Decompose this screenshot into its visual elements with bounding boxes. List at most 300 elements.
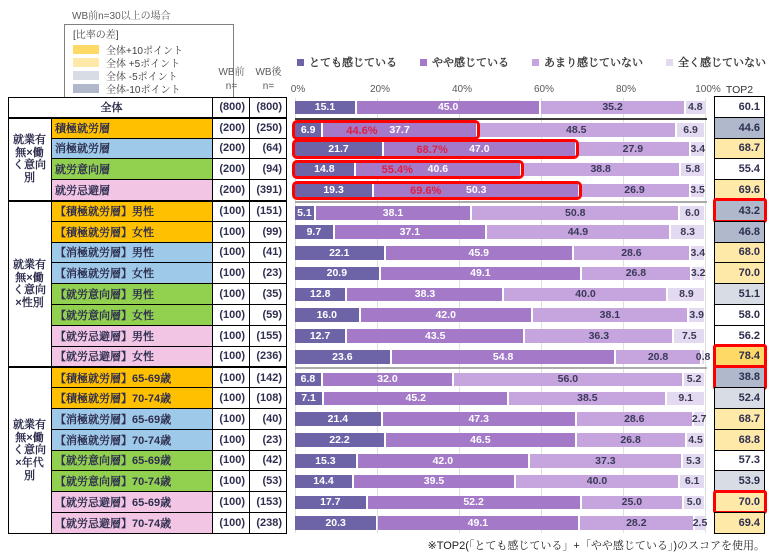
bar-value-label: 22.1 <box>329 246 350 259</box>
bar-row <box>295 97 707 118</box>
bar-segment <box>316 206 470 220</box>
column-header-wb-pre: WB前 n= <box>218 67 245 92</box>
bar-value-label: 44.9 <box>567 225 589 238</box>
bar-value-label: 5.2 <box>686 373 702 386</box>
n-pre-cell: (100) <box>213 513 250 534</box>
series-legend-label: とても感じている <box>309 57 397 69</box>
bar-value-label: 6.9 <box>300 123 316 136</box>
bar-value-label: 38.5 <box>577 392 598 405</box>
bar-segment <box>504 288 666 302</box>
stacked-bar <box>295 516 708 530</box>
top2-cell <box>714 96 765 118</box>
n-pre-cell: (100) <box>213 409 250 430</box>
bar-value-label: 8.3 <box>680 225 696 238</box>
bar-segment <box>358 454 528 468</box>
stacked-bar <box>295 308 704 322</box>
category-cell: 【就労忌避層】男性 <box>52 326 213 347</box>
bar-segment <box>295 206 314 220</box>
top2-cell <box>714 491 765 513</box>
series-swatch <box>420 59 427 66</box>
bar-value-label: 6.9 <box>683 123 698 136</box>
top2-value: 43.2 <box>738 204 760 217</box>
top2-cell <box>714 366 765 388</box>
n-pre-cell: (800) <box>213 97 250 118</box>
top2-cell <box>714 158 765 180</box>
bar-segment <box>684 496 704 510</box>
axis-tick-label: 0% <box>290 84 306 95</box>
bar-value-label: 45.0 <box>437 101 459 113</box>
n-pre-cell: (100) <box>213 305 250 326</box>
top2-value: 68.8 <box>738 433 760 446</box>
bar-value-label: 39.5 <box>423 475 445 488</box>
category-cell: 就労意向層 <box>52 159 213 180</box>
category-cell: 【就労意向層】男性 <box>52 284 213 305</box>
top2-cell <box>714 346 765 368</box>
bar-segment <box>516 475 678 489</box>
bar-segment <box>695 350 711 364</box>
n-post-cell: (108) <box>250 388 287 409</box>
bar-segment <box>354 475 514 489</box>
n-post-cell: (64) <box>250 139 287 160</box>
bar-value-label: 26.8 <box>620 433 641 446</box>
bar-segment <box>530 454 681 468</box>
top2-cell <box>714 138 765 160</box>
category-cell: 全体 <box>8 97 213 118</box>
top2-value: 46.8 <box>738 225 760 238</box>
bar-segment <box>347 329 523 343</box>
bar-value-label: 9.7 <box>306 225 322 238</box>
n-pre-cell: (100) <box>213 492 250 513</box>
n-post-cell: (151) <box>250 201 287 222</box>
axis-tick-label: 80% <box>615 84 636 95</box>
diff-legend-label: 全体 +5ポイント <box>106 59 181 70</box>
bar-segment <box>357 101 540 115</box>
bar-segment <box>368 496 580 510</box>
bar-value-label: 22.2 <box>329 433 350 446</box>
category-cell: 【積極就労層】女性 <box>52 222 213 243</box>
bar-segment <box>692 267 705 281</box>
bar-segment <box>295 433 384 447</box>
bar-segment <box>295 392 322 406</box>
n-pre-cell: (100) <box>213 430 250 451</box>
bar-value-label: 27.9 <box>622 142 644 155</box>
bar-segment <box>378 516 577 530</box>
top2-value: 53.9 <box>738 475 760 488</box>
top2-cell <box>714 117 765 139</box>
bar-segment <box>295 475 352 489</box>
bar-segment <box>383 412 575 426</box>
diff-legend-label: 全体+10ポイント <box>106 46 183 57</box>
bar-value-label: 52.2 <box>463 496 484 509</box>
bar-segment <box>472 206 678 220</box>
bar-segment <box>683 454 704 468</box>
bar-segment <box>541 101 683 115</box>
stacked-bar <box>295 454 704 468</box>
series-legend-label: やや感じている <box>432 57 509 69</box>
n-pre-cell: (200) <box>213 180 250 201</box>
bar-value-label: 47.0 <box>469 142 490 155</box>
bar-segment <box>386 433 575 447</box>
bar-segment <box>684 373 705 387</box>
bar-row <box>295 513 707 534</box>
n-pre-cell: (100) <box>213 347 250 368</box>
n-pre-cell: (100) <box>213 201 250 222</box>
bar-value-label: 3.5 <box>690 184 705 197</box>
bar-value-label: 3.2 <box>690 267 706 280</box>
bar-segment <box>680 475 705 489</box>
bar-row <box>295 347 711 368</box>
top2-value: 57.3 <box>738 454 760 467</box>
series-legend <box>297 54 766 70</box>
top2-value: 68.7 <box>738 142 760 155</box>
bar-value-label: 45.9 <box>468 246 489 259</box>
bar-value-label: 2.7 <box>691 412 707 425</box>
top2-value: 78.4 <box>738 350 760 363</box>
bar-segment <box>674 329 704 343</box>
group-header-cell: 就業有無×働く意向×性別 <box>8 201 52 367</box>
stacked-bar <box>295 206 704 220</box>
bar-segment <box>580 516 694 530</box>
bar-segment <box>295 516 376 530</box>
bar-value-label: 47.3 <box>468 412 489 425</box>
top2-cell <box>714 512 765 534</box>
bar-segment <box>681 163 704 177</box>
n-post-cell: (23) <box>250 263 287 284</box>
bar-value-label: 43.5 <box>425 329 446 342</box>
category-cell: 【就労忌避層】65-69歳 <box>52 492 213 513</box>
bar-value-label: 2.5 <box>692 516 708 529</box>
series-legend-item <box>532 54 643 70</box>
bar-value-label: 42.0 <box>435 308 456 321</box>
bar-value-label: 5.1 <box>297 206 312 219</box>
top2-value: 68.7 <box>738 412 760 425</box>
category-cell: 【消極就労層】70-74歳 <box>52 430 213 451</box>
bar-value-label: 8.9 <box>679 288 694 301</box>
top2-cell <box>714 242 765 264</box>
stacked-bar <box>295 329 704 343</box>
category-cell: 【就労忌避層】70-74歳 <box>52 513 213 534</box>
top2-cell <box>714 221 765 243</box>
top2-cell <box>714 325 765 347</box>
diff-legend-title: [比率の差] <box>73 30 119 41</box>
diff-legend-items <box>73 43 225 95</box>
n-post-cell: (42) <box>250 451 287 472</box>
n-post-cell: (35) <box>250 284 287 305</box>
category-cell: 【就労意向層】70-74歳 <box>52 471 213 492</box>
stacked-bar <box>295 412 707 426</box>
stacked-bar <box>295 496 704 510</box>
bar-value-label: 42.0 <box>432 454 454 467</box>
bar-segment <box>616 350 699 364</box>
bar-value-label: 38.1 <box>382 206 404 219</box>
bar-segment <box>295 412 381 426</box>
bar-row <box>295 305 707 326</box>
stacked-bar <box>295 475 704 489</box>
top2-value: 60.1 <box>738 100 760 113</box>
n-pre-cell: (200) <box>213 118 250 139</box>
series-legend-label: 全く感じていない <box>678 57 766 69</box>
bar-segment <box>361 308 531 322</box>
n-pre-cell: (100) <box>213 243 250 264</box>
bar-value-label: 28.2 <box>626 516 647 529</box>
bar-value-label: 49.1 <box>467 516 489 529</box>
bar-segment <box>691 142 704 156</box>
bar-row <box>295 139 707 160</box>
bar-row <box>295 222 707 243</box>
bar-segment <box>295 329 345 343</box>
n-pre-cell: (100) <box>213 471 250 492</box>
top2-value: 52.4 <box>738 392 760 405</box>
bar-segment <box>687 433 705 447</box>
bar-row <box>295 430 707 451</box>
table-grid <box>8 97 765 534</box>
bar-value-label: 12.7 <box>309 329 331 342</box>
top2-value: 69.4 <box>738 516 760 529</box>
n-pre-cell: (100) <box>213 367 250 388</box>
bar-value-label: 50.8 <box>565 206 586 219</box>
bar-segment <box>295 246 384 260</box>
diff-swatch <box>73 45 99 54</box>
bar-value-label: 3.4 <box>690 246 706 259</box>
bar-value-label: 20.9 <box>326 267 348 280</box>
series-legend-item <box>297 54 397 70</box>
n-post-cell: (155) <box>250 326 287 347</box>
series-legend-item <box>420 54 509 70</box>
bar-row <box>295 159 707 180</box>
bar-segment <box>324 392 507 406</box>
stacked-bar <box>295 392 704 406</box>
category-cell: 積極就労層 <box>52 118 213 139</box>
axis-tick-label: 40% <box>451 84 472 95</box>
bar-segment <box>335 225 485 239</box>
n-post-cell: (59) <box>250 305 287 326</box>
bar-segment <box>295 350 390 364</box>
bar-segment <box>295 373 321 387</box>
bar-value-label: 28.6 <box>624 412 645 425</box>
bar-value-label: 40.0 <box>575 288 596 301</box>
bar-segment <box>533 308 687 322</box>
bar-value-label: 16.0 <box>316 308 338 321</box>
bar-value-label: 14.4 <box>313 475 334 488</box>
category-cell: 【積極就労層】70-74歳 <box>52 388 213 409</box>
n-post-cell: (250) <box>250 118 287 139</box>
bar-segment <box>574 246 689 260</box>
bar-segment <box>295 454 356 468</box>
top2-cell <box>714 408 765 430</box>
bar-segment <box>381 267 580 281</box>
bar-row <box>295 409 707 430</box>
bar-value-label: 7.1 <box>301 392 316 405</box>
stacked-bar <box>295 373 704 387</box>
bar-value-label: 17.7 <box>320 496 341 509</box>
bar-row <box>295 118 707 139</box>
bar-row <box>295 492 707 513</box>
top2-value: 58.0 <box>738 308 760 321</box>
bar-value-label: 45.2 <box>405 392 426 405</box>
axis-tick-label: 60% <box>533 84 554 95</box>
category-cell: 【就労忌避層】女性 <box>52 347 213 368</box>
bar-segment <box>577 412 692 426</box>
n-pre-cell: (100) <box>213 263 250 284</box>
bar-value-label: 0.8 <box>695 350 711 363</box>
bar-value-label: 21.4 <box>327 412 349 425</box>
bar-value-label: 6.0 <box>685 206 700 219</box>
axis-tick-label: 20% <box>369 84 390 95</box>
top2-value: 68.0 <box>738 246 760 259</box>
bar-row <box>295 243 707 264</box>
n-post-cell: (236) <box>250 347 287 368</box>
top2-highlight-frame <box>292 120 480 140</box>
bar-row <box>295 326 707 347</box>
bar-value-label: 20.8 <box>647 350 669 363</box>
bar-value-label: 28.6 <box>621 246 642 259</box>
n-post-cell: (41) <box>250 243 287 264</box>
top2-cell <box>714 200 765 222</box>
bar-value-label: 3.9 <box>689 308 705 321</box>
bar-row <box>295 180 707 201</box>
n-pre-cell: (200) <box>213 159 250 180</box>
series-swatch <box>297 59 304 66</box>
top2-value: 56.2 <box>738 329 760 342</box>
n-post-cell: (142) <box>250 367 287 388</box>
top2-cell <box>714 450 765 472</box>
bar-row <box>295 284 707 305</box>
top2-value: 69.6 <box>738 184 760 197</box>
bar-row <box>295 471 707 492</box>
n-post-cell: (40) <box>250 409 287 430</box>
top2-value: 51.1 <box>738 288 760 301</box>
series-swatch <box>666 59 673 66</box>
diff-legend-label: 全体-10ポイント <box>106 85 181 96</box>
bar-segment <box>487 225 669 239</box>
bar-value-label: 40.0 <box>586 475 608 488</box>
series-swatch <box>532 59 539 66</box>
n-pre-cell: (100) <box>213 388 250 409</box>
category-cell: 【消極就労層】65-69歳 <box>52 409 213 430</box>
bar-value-label: 50.3 <box>466 184 487 197</box>
bar-segment <box>522 163 679 177</box>
wb-note: WB前n=30以上の場合 <box>72 11 171 22</box>
stacked-bar <box>295 350 711 364</box>
bar-segment <box>671 225 705 239</box>
bar-value-label: 40.6 <box>427 163 449 176</box>
bar-value-label: 12.8 <box>310 288 331 301</box>
top2-value: 70.0 <box>738 267 760 280</box>
column-header-wb-post: WB後 n= <box>255 67 282 92</box>
bar-segment <box>691 246 704 260</box>
bar-segment <box>577 433 685 447</box>
bar-segment <box>680 206 704 220</box>
n-post-cell: (153) <box>250 492 287 513</box>
top2-value: 44.6 <box>738 121 760 134</box>
category-cell: 【就労意向層】65-69歳 <box>52 451 213 472</box>
bar-value-label: 14.8 <box>314 163 335 176</box>
bar-segment <box>580 184 688 198</box>
bar-value-label: 6.8 <box>300 373 316 386</box>
bar-value-label: 32.0 <box>377 373 398 386</box>
bar-row <box>295 201 707 222</box>
bar-value-label: 23.6 <box>332 350 353 363</box>
bar-value-label: 5.3 <box>686 454 701 467</box>
top2-cell <box>714 262 765 284</box>
bar-segment <box>295 267 379 281</box>
bar-segment <box>686 101 705 115</box>
bar-segment <box>386 246 572 260</box>
bar-value-label: 4.5 <box>688 433 703 446</box>
n-pre-cell: (100) <box>213 284 250 305</box>
bar-row <box>295 388 707 409</box>
n-post-cell: (23) <box>250 430 287 451</box>
category-cell: 【消極就労層】男性 <box>52 243 213 264</box>
category-cell: 就労忌避層 <box>52 180 213 201</box>
n-pre-cell: (200) <box>213 139 250 160</box>
bar-segment <box>478 123 675 137</box>
bar-value-label: 3.4 <box>690 142 706 155</box>
n-post-cell: (238) <box>250 513 287 534</box>
diff-swatch <box>73 71 99 80</box>
bar-segment <box>295 101 355 115</box>
bar-segment <box>295 288 345 302</box>
bar-value-label: 15.1 <box>314 101 336 113</box>
bar-segment <box>295 308 359 322</box>
bar-segment <box>677 123 705 137</box>
top2-cell <box>714 179 765 201</box>
stacked-bar <box>295 433 704 447</box>
bar-value-label: 37.3 <box>595 454 616 467</box>
stacked-bar <box>295 101 705 115</box>
bar-value-label: 56.0 <box>557 373 579 386</box>
top2-annotation: 44.6% <box>346 124 378 137</box>
category-cell: 【積極就労層】男性 <box>52 201 213 222</box>
bar-value-label: 15.3 <box>315 454 336 467</box>
top2-value: 70.0 <box>738 496 760 509</box>
category-cell: 【積極就労層】65-69歳 <box>52 367 213 388</box>
bar-segment <box>692 516 708 530</box>
bar-value-label: 48.5 <box>566 123 587 136</box>
bar-segment <box>668 288 704 302</box>
n-post-cell: (53) <box>250 471 287 492</box>
bar-value-label: 9.1 <box>678 392 693 405</box>
bar-row <box>295 367 707 388</box>
n-post-cell: (800) <box>250 97 287 118</box>
bar-value-label: 37.7 <box>389 123 410 136</box>
n-post-cell: (99) <box>250 222 287 243</box>
category-cell: 消極就労層 <box>52 139 213 160</box>
series-legend-item <box>666 54 766 70</box>
series-legend-label: あまり感じていない <box>544 57 643 69</box>
bar-segment <box>667 392 704 406</box>
top2-column-header: TOP2 <box>725 84 754 96</box>
bar-value-label: 26.9 <box>624 184 645 197</box>
bar-segment <box>691 184 705 198</box>
top2-cell <box>714 283 765 305</box>
category-cell: 【就労意向層】女性 <box>52 305 213 326</box>
diff-legend-item <box>73 82 225 95</box>
diff-legend-box <box>64 24 234 101</box>
axis-tick-label: 100% <box>695 84 721 95</box>
bar-value-label: 37.1 <box>399 225 421 238</box>
bar-segment <box>525 329 672 343</box>
bar-value-label: 54.8 <box>492 350 514 363</box>
footer-note: ※TOP2(「とても感じている」+「やや感じている」)のスコアを使用。 <box>427 540 765 552</box>
bar-value-label: 46.5 <box>470 433 491 446</box>
bar-value-label: 26.8 <box>625 267 647 280</box>
n-post-cell: (94) <box>250 159 287 180</box>
bar-segment <box>691 412 707 426</box>
bar-value-label: 5.8 <box>685 163 701 176</box>
n-pre-cell: (100) <box>213 326 250 347</box>
group-header-cell: 就業有無×働く意向別 <box>8 118 52 201</box>
